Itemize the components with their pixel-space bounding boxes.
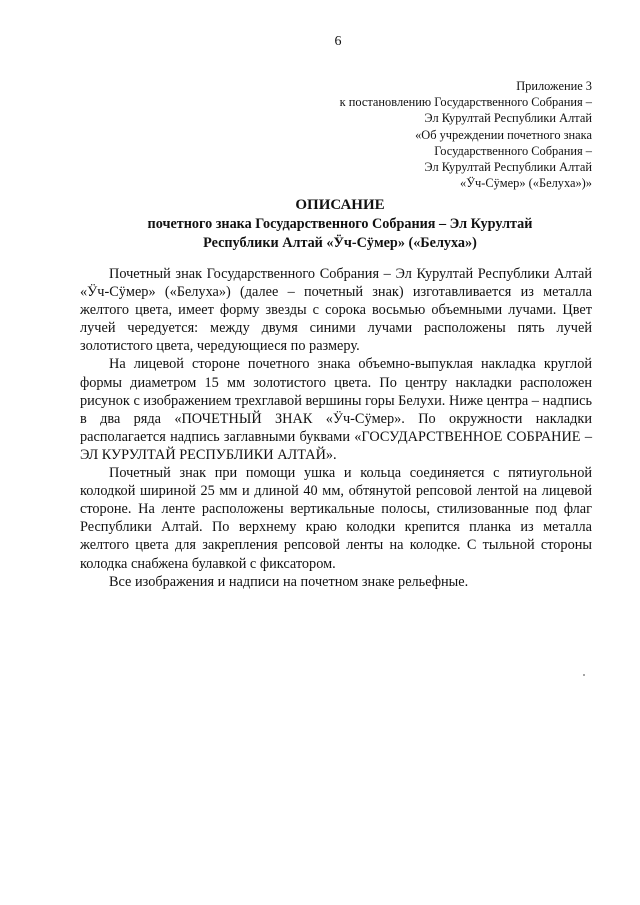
document-body: [80, 265, 592, 591]
appendix-line: к постановлению Государственного Собрания –: [339, 95, 592, 110]
page-number: 6: [334, 34, 342, 49]
appendix-line: «Об учреждении почетного знака: [415, 127, 592, 142]
paragraph: Почетный знак Государственного Собрания – Эл Курултай Республики Алтай «Ӱч-Сӱмер» («Белуха») (далее – почетный знак) изготавливается из металла желтого цвета, имеет форму звезды с сорока восьмью объемными лучами. Цвет лучей чередуется: между двумя синими лучами расположены пять лучей золотистого цвета, чередующиеся по размеру.: [80, 266, 592, 355]
appendix-line: Эл Курултай Республики Алтай: [424, 111, 592, 126]
appendix-line: «Ӱч-Сӱмер» («Белуха»)»: [460, 176, 592, 191]
document-subtitle-line-2: Республики Алтай «Ӱч-Сӱмер» («Белуха»): [203, 235, 477, 251]
appendix-header: [292, 78, 592, 191]
appendix-line: Эл Курултай Республики Алтай: [424, 160, 592, 175]
document-title: ОПИСАНИЕ: [295, 197, 385, 213]
appendix-line: Государственного Собрания –: [434, 143, 592, 158]
title-block: [80, 196, 600, 253]
paragraph: Почетный знак при помощи ушка и кольца соединяется с пятиугольной колодкой шириной 25 мм и длиной 40 мм, обтянутой репсовой лентой на лицевой стороне. На ленте расположены вертикальные полосы, стилизованные под флаг Республики Алтай. По верхнему краю колодки крепится планка из металла желтого цвета для закрепления репсовой ленты на колодке. С тыльной стороны колодка снабжена булавкой с фиксатором.: [80, 465, 592, 572]
paragraph: На лицевой стороне почетного знака объемно-выпуклая накладка круглой формы диаметром 15 мм золотистого цвета. По центру накладки расположен рисунок с изображением трехглавой вершины горы Белухи. Ниже центра – надпись в два ряда «ПОЧЕТНЫЙ ЗНАК «Ӱч-Сӱмер». По окружности накладки располагается надпись заглавными буквами «ГОСУДАРСТВЕННОЕ СОБРАНИЕ – ЭЛ КУРУЛТАЙ РЕСПУБЛИКИ АЛТАЙ».: [80, 356, 592, 463]
appendix-line: Приложение 3: [516, 79, 592, 93]
paragraph: Все изображения и надписи на почетном знаке рельефные.: [109, 573, 469, 590]
scan-speck: [583, 674, 585, 676]
document-subtitle-line-1: почетного знака Государственного Собрания – Эл Курултай: [147, 216, 533, 232]
